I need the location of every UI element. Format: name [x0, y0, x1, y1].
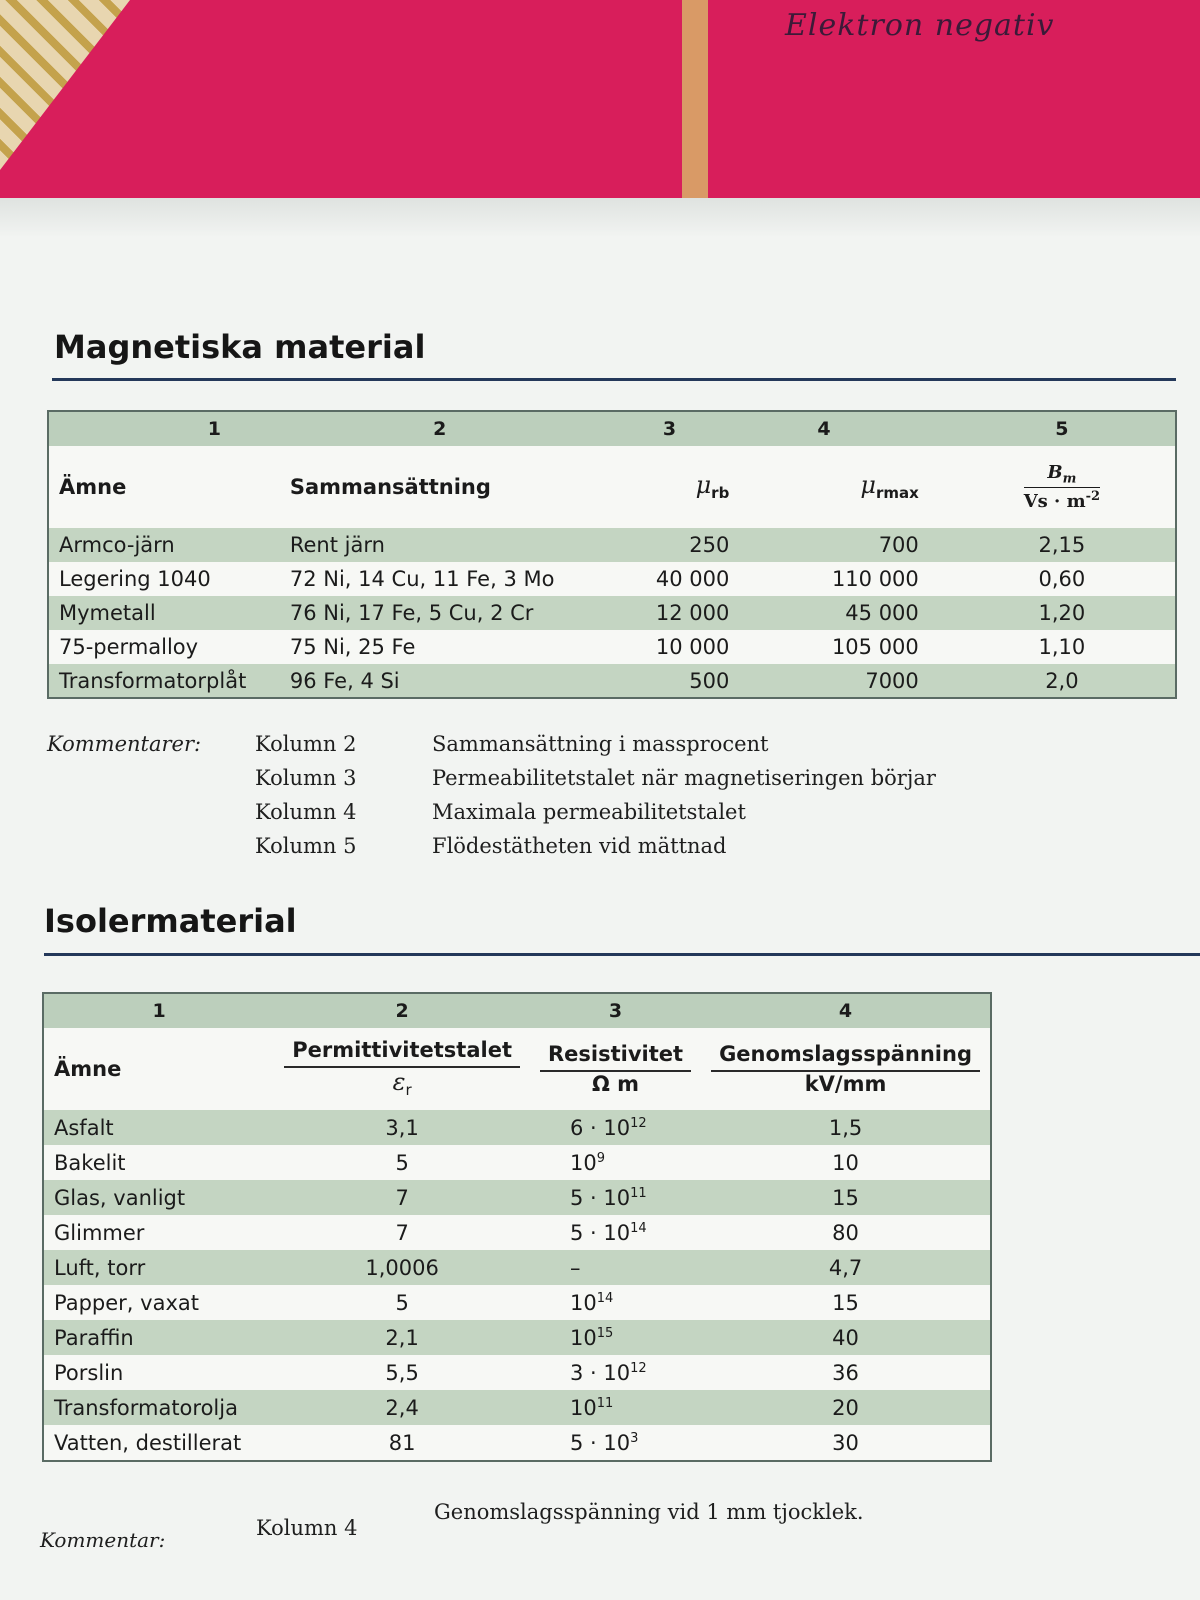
cell-permittivity: 2,4	[274, 1390, 530, 1425]
header-row	[43, 1028, 991, 1110]
header-composition: Sammansättning	[289, 475, 491, 499]
cell-subject: Mymetall	[48, 596, 280, 630]
breakdown-unit: kV/mm	[804, 1072, 887, 1096]
table-row	[43, 1285, 991, 1320]
resistivity-exponent: 11	[596, 1395, 614, 1411]
cell-mu-rmax: 45 000	[739, 596, 948, 630]
resistivity-mantissa: –	[570, 1255, 581, 1280]
header-row	[48, 446, 1176, 528]
insulating-heading-rule	[44, 953, 1200, 956]
cell-permittivity: 5	[274, 1285, 530, 1320]
comment-text: Flödestätheten vid mättnad	[432, 834, 727, 858]
cell-subject: Paraffin	[43, 1320, 274, 1355]
column-number: 2	[274, 993, 530, 1028]
resistivity-mantissa: 5 · 10	[570, 1220, 631, 1245]
resistivity-exponent: 11	[630, 1185, 647, 1201]
cell-mu-rmax: 7000	[739, 664, 948, 698]
cell-breakdown: 15	[701, 1285, 991, 1320]
table-row	[48, 528, 1176, 562]
table-row	[43, 1355, 991, 1390]
cell-resistivity	[530, 1425, 701, 1461]
magnetic-table	[47, 410, 1177, 699]
cell-permittivity: 7	[274, 1215, 530, 1250]
cell-composition: Rent järn	[280, 528, 600, 562]
cell-bm: 1,10	[949, 630, 1176, 664]
cell-subject: Bakelit	[43, 1145, 274, 1180]
page-shadow	[0, 198, 1200, 238]
comment-column: Kolumn 4	[255, 800, 357, 824]
header-breakdown-voltage	[701, 1028, 991, 1110]
cell-subject: Vatten, destillerat	[43, 1425, 274, 1461]
cell-subject: Glas, vanligt	[43, 1180, 274, 1215]
cell-resistivity	[530, 1250, 701, 1285]
comment-text: Permeabilitetstalet när magnetiseringen börjar	[432, 766, 936, 790]
cell-bm: 2,15	[949, 528, 1176, 562]
comment-text: Genomslagsspänning vid 1 mm tjocklek.	[434, 1500, 864, 1524]
cell-composition: 72 Ni, 14 Cu, 11 Fe, 3 Mo	[280, 562, 600, 596]
header-subject: Ämne	[59, 475, 127, 499]
cell-composition: 96 Fe, 4 Si	[280, 664, 600, 698]
header-subject: Ämne	[54, 1057, 122, 1081]
cell-resistivity	[530, 1145, 701, 1180]
resistivity-mantissa: 5 · 10	[570, 1185, 631, 1210]
comment-column: Kolumn 4	[256, 1516, 358, 1540]
comment-column: Kolumn 2	[255, 732, 357, 756]
cell-breakdown: 15	[701, 1180, 991, 1215]
cell-composition: 75 Ni, 25 Fe	[280, 630, 600, 664]
bm-numerator: B	[1047, 461, 1063, 483]
column-number: 4	[701, 993, 991, 1028]
epsilon-symbol: ε	[392, 1068, 406, 1097]
cell-permittivity: 5,5	[274, 1355, 530, 1390]
table-row	[43, 1145, 991, 1180]
cell-mu-rmax: 110 000	[739, 562, 948, 596]
column-number: 2	[280, 411, 600, 446]
column-number-row	[48, 411, 1176, 446]
resistivity-mantissa: 3 · 10	[570, 1360, 631, 1385]
cell-breakdown: 10	[701, 1145, 991, 1180]
cell-resistivity	[530, 1355, 701, 1390]
bm-denominator: Vs · m	[1023, 491, 1086, 513]
comments-label: Kommentarer:	[47, 732, 202, 756]
cell-breakdown: 30	[701, 1425, 991, 1461]
breakdown-title: Genomslagsspänning	[711, 1042, 980, 1072]
insulating-table	[42, 992, 992, 1462]
mu-subscript: rmax	[875, 484, 919, 503]
permittivity-title: Permittivitetstalet	[284, 1038, 520, 1068]
cell-breakdown: 20	[701, 1390, 991, 1425]
bm-numerator-sub: m	[1062, 471, 1077, 487]
cell-breakdown: 80	[701, 1215, 991, 1250]
table-row	[43, 1320, 991, 1355]
resistivity-exponent: 12	[630, 1115, 647, 1131]
cell-permittivity: 2,1	[274, 1320, 530, 1355]
mu-subscript: rb	[711, 484, 730, 503]
resistivity-mantissa: 6 · 10	[570, 1115, 631, 1140]
cell-subject: 75-permalloy	[48, 630, 280, 664]
cell-subject: Papper, vaxat	[43, 1285, 274, 1320]
header-bm	[949, 446, 1176, 528]
cell-permittivity: 3,1	[274, 1110, 530, 1145]
mu-symbol: μ	[860, 471, 876, 500]
cell-mu-rb: 250	[600, 528, 740, 562]
cell-bm: 2,0	[949, 664, 1176, 698]
cell-breakdown: 40	[701, 1320, 991, 1355]
cell-subject: Legering 1040	[48, 562, 280, 596]
column-number: 4	[739, 411, 948, 446]
cell-subject: Porslin	[43, 1355, 274, 1390]
comment-label: Kommentar:	[40, 1528, 166, 1552]
resistivity-mantissa: 5 · 10	[570, 1430, 631, 1455]
cell-resistivity	[530, 1320, 701, 1355]
column-number: 3	[600, 411, 740, 446]
column-number-row	[43, 993, 991, 1028]
column-number: 1	[43, 993, 274, 1028]
magnetic-heading: Magnetiska material	[54, 328, 426, 366]
cell-mu-rb: 500	[600, 664, 740, 698]
table-row	[43, 1110, 991, 1145]
cell-subject: Asfalt	[43, 1110, 274, 1145]
resistivity-exponent: 14	[596, 1290, 614, 1306]
resistivity-title: Resistivitet	[540, 1042, 691, 1072]
cell-resistivity	[530, 1390, 701, 1425]
background-wooden-stick	[682, 0, 708, 222]
resistivity-exponent: 12	[630, 1360, 647, 1376]
comment-text: Maximala permeabilitetstalet	[432, 800, 746, 824]
cell-bm: 0,60	[949, 562, 1176, 596]
cell-mu-rb: 40 000	[600, 562, 740, 596]
magnetic-heading-rule	[52, 378, 1176, 381]
table-row	[48, 596, 1176, 630]
bm-fraction	[1024, 462, 1100, 513]
cell-resistivity	[530, 1180, 701, 1215]
cell-mu-rmax: 105 000	[739, 630, 948, 664]
cell-resistivity	[530, 1215, 701, 1250]
resistivity-exponent: 3	[630, 1430, 639, 1446]
header-permittivity	[274, 1028, 530, 1110]
table-row	[48, 664, 1176, 698]
comment-text: Sammansättning i massprocent	[432, 732, 769, 756]
epsilon-subscript: r	[405, 1081, 412, 1100]
resistivity-mantissa: 10	[570, 1395, 597, 1420]
table-row	[48, 562, 1176, 596]
cell-permittivity: 81	[274, 1425, 530, 1461]
handwritten-note: Elektron negativ	[785, 8, 1055, 43]
cell-breakdown: 36	[701, 1355, 991, 1390]
resistivity-unit: Ω m	[592, 1072, 640, 1096]
column-number: 1	[48, 411, 280, 446]
table-row	[43, 1425, 991, 1461]
cell-subject: Glimmer	[43, 1215, 274, 1250]
bm-denominator-exp: -2	[1085, 489, 1101, 505]
column-number: 3	[530, 993, 701, 1028]
insulating-comment	[0, 1500, 1200, 1552]
comment-column: Kolumn 5	[255, 834, 357, 858]
header-mu-rb	[600, 446, 740, 528]
cell-permittivity: 5	[274, 1145, 530, 1180]
magnetic-comments	[0, 732, 1200, 872]
cell-subject: Luft, torr	[43, 1250, 274, 1285]
cell-subject: Transformatorolja	[43, 1390, 274, 1425]
cell-composition: 76 Ni, 17 Fe, 5 Cu, 2 Cr	[280, 596, 600, 630]
table-row	[43, 1390, 991, 1425]
header-resistivity	[530, 1028, 701, 1110]
cell-mu-rb: 12 000	[600, 596, 740, 630]
table-row	[43, 1180, 991, 1215]
cell-permittivity: 7	[274, 1180, 530, 1215]
table-row	[43, 1250, 991, 1285]
insulating-heading: Isolermaterial	[44, 902, 297, 940]
resistivity-mantissa: 10	[570, 1290, 597, 1315]
cell-bm: 1,20	[949, 596, 1176, 630]
comment-column: Kolumn 3	[255, 766, 357, 790]
resistivity-exponent: 9	[596, 1150, 606, 1166]
cell-breakdown: 1,5	[701, 1110, 991, 1145]
header-mu-rmax	[739, 446, 948, 528]
resistivity-exponent: 15	[596, 1325, 614, 1341]
cell-permittivity: 1,0006	[274, 1250, 530, 1285]
table-row	[48, 630, 1176, 664]
resistivity-exponent: 14	[630, 1220, 647, 1236]
cell-subject: Transformatorplåt	[48, 664, 280, 698]
cell-resistivity	[530, 1285, 701, 1320]
cell-resistivity	[530, 1110, 701, 1145]
column-number: 5	[949, 411, 1176, 446]
mu-symbol: μ	[695, 471, 712, 500]
table-row	[43, 1215, 991, 1250]
resistivity-mantissa: 10	[570, 1325, 597, 1350]
cell-subject: Armco-järn	[48, 528, 280, 562]
cell-mu-rmax: 700	[739, 528, 948, 562]
cell-breakdown: 4,7	[701, 1250, 991, 1285]
cell-mu-rb: 10 000	[600, 630, 740, 664]
resistivity-mantissa: 10	[570, 1150, 597, 1175]
